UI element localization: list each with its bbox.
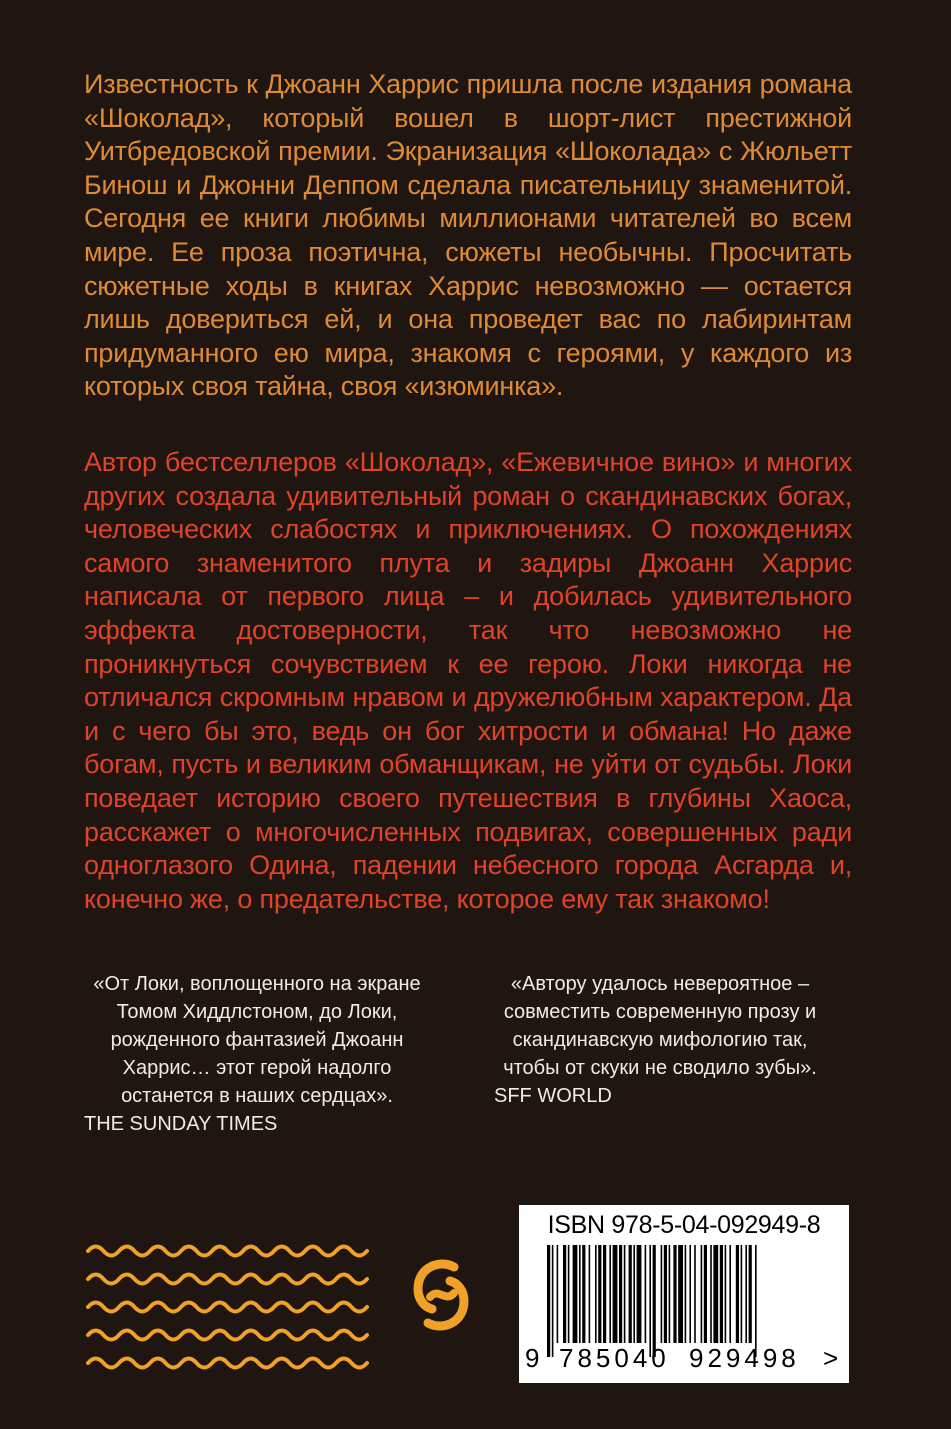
review-quote-1 [84, 970, 430, 1138]
barcode-bar [710, 1245, 712, 1343]
barcode-bar [673, 1245, 676, 1343]
barcode-bar [755, 1245, 757, 1357]
barcode-bar [649, 1245, 651, 1357]
barcode-bar [664, 1245, 667, 1343]
barcode-bar [694, 1245, 696, 1343]
barcode-bar [624, 1245, 626, 1343]
barcode-bar [568, 1245, 570, 1343]
barcode-bar [661, 1245, 663, 1343]
description-paragraph-1: Известность к Джоанн Харрис пришла после издания романа «Шоколад», который вошел в шорт-лист престижной Уитбредовской премии. Экранизация «Шоколада» с Жюльетт Бинош и Джонни Деппом сделала писательницу знаменитой. Сегодня ее книги любимы миллионами читателей во всем мире. Ее проза поэтична, сюжеты необычны. Просчитать сюжетные ходы в книгах Харрис невозможно — остается лишь довериться ей, и она проведет вас по лабиринтам придуманного ею мира, знакомя с героями, у каждого из которых своя тайна, своя «изюминка». [84, 69, 852, 402]
barcode-arrow: > [823, 1343, 839, 1373]
review-quote-2 [494, 970, 826, 1110]
barcode-bar [579, 1245, 581, 1343]
barcode-bar [589, 1245, 591, 1343]
barcode-bar [685, 1245, 687, 1343]
wave-line [88, 1331, 367, 1340]
barcode-bar [619, 1245, 622, 1343]
barcode-bar [603, 1245, 606, 1343]
wave-line [88, 1275, 367, 1284]
barcode-bar [629, 1245, 632, 1343]
description-paragraph-2: Автор бестселлеров «Шоколад», «Ежевичное вино» и многих других создала удивительный роман о скандинавских богах, человеческих слабостях и приключениях. О похождениях самого знаменитого плута и задиры Джоанн Харрис написала от первого лица – и добилась удивительного эффекта достоверности, так что невозможно не проникнуться сочувствием к ее герою. Локи никогда не отличался скромным нравом и дружелюбным характером. Да и с чего бы это, ведь он бог хитрости и обмана! Но даже богам, пусть и великим обманщикам, не уйти от судьбы. Локи поведает историю своего путешествия в глубины Хаоса, расскажет о многочисленных подвигах, совершенных ради одноглазого Одина, падении небесного города Асгарда и, конечно же, о предательстве, которое ему так знакомо! [84, 447, 852, 914]
wave-line [88, 1247, 367, 1256]
barcode-bar [563, 1245, 566, 1343]
decorative-waves-icon [84, 1237, 370, 1377]
barcode-bar [595, 1245, 597, 1343]
barcode-bar [689, 1245, 691, 1343]
barcode-bar [633, 1245, 635, 1343]
review-quote-1-text: «От Локи, воплощенного на экране Томом Хиддлстоном, до Локи, рожденного фантазией Джоанн Харрис… этот герой надолго останется в наших сердцах». [93, 973, 421, 1107]
barcode-bar [678, 1245, 683, 1343]
barcode-bar [725, 1245, 727, 1343]
barcode-bar [736, 1245, 739, 1343]
barcode-bar [547, 1245, 550, 1357]
barcode-bar [713, 1245, 718, 1343]
barcode-bar [669, 1245, 671, 1343]
barcode-bar [720, 1245, 723, 1343]
review-quote-2-text: «Автору удалось невероятное – совместить современную прозу и скандинавскую мифологию так, чтобы от скуки не сводило зубы». [503, 973, 817, 1079]
barcode-bar [552, 1245, 554, 1357]
eksmo-logo-icon [410, 1257, 472, 1333]
wave-line [88, 1303, 367, 1312]
barcode-bar [637, 1245, 642, 1343]
barcode-bar [613, 1245, 618, 1343]
barcode-digits-right: 929498 [689, 1343, 800, 1373]
isbn-barcode [519, 1205, 849, 1383]
barcode-bar [598, 1245, 601, 1343]
barcode-bar [704, 1245, 707, 1343]
barcode-bar [653, 1245, 656, 1357]
barcode-bar [609, 1245, 611, 1343]
wave-line [88, 1359, 367, 1368]
barcode-bar [741, 1245, 743, 1343]
barcode-bar [582, 1245, 585, 1343]
barcode-bar [701, 1245, 703, 1343]
review-quote-2-source: SFF WORLD [494, 1085, 612, 1107]
barcode-bar [573, 1245, 578, 1343]
review-quote-1-source: THE SUNDAY TIMES [84, 1113, 278, 1135]
barcode-digit-first: 9 [525, 1343, 540, 1373]
barcode-bar [745, 1245, 747, 1343]
barcode-bar [729, 1245, 731, 1343]
barcode-bar [557, 1245, 559, 1343]
barcode-bar [645, 1245, 647, 1343]
barcode-digits-left: 785040 [559, 1343, 670, 1373]
isbn-number: ISBN 978-5-04-092949-8 [547, 1211, 821, 1239]
barcode-bar [749, 1245, 752, 1343]
